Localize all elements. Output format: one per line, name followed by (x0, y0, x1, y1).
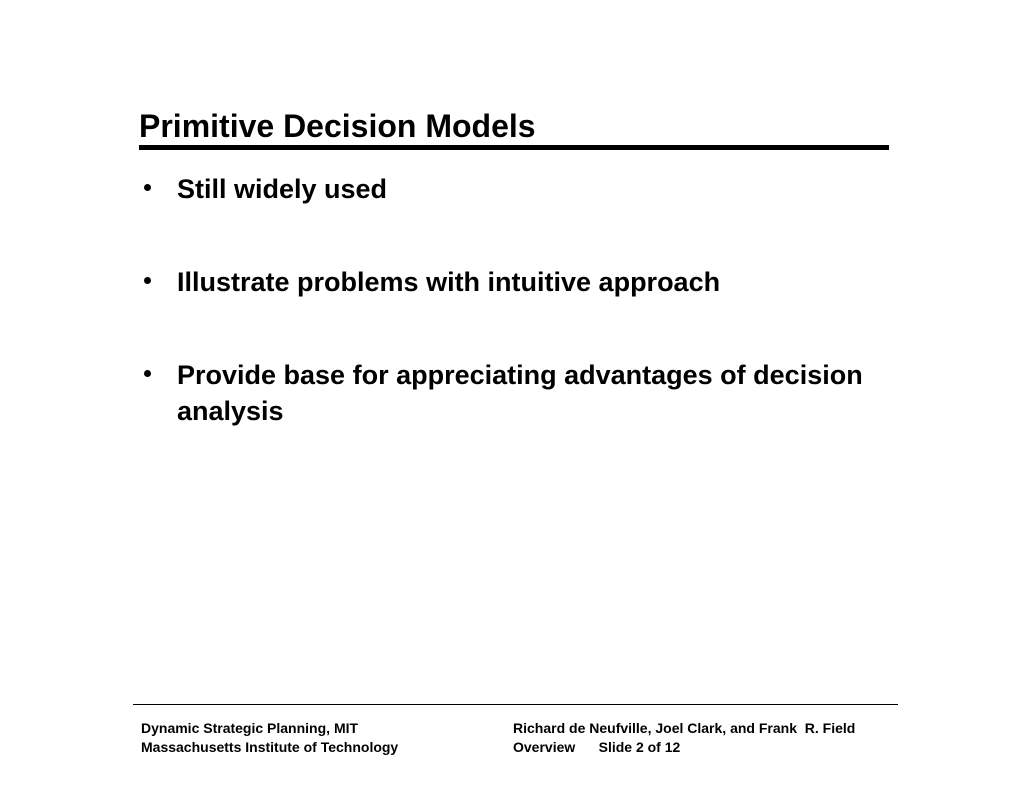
footer-authors: Richard de Neufville, Joel Clark, and Frank R. Field (513, 720, 856, 736)
bullet-dot-icon (144, 184, 151, 191)
bullet-text: Provide base for appreciating advantages of decision analysis (177, 360, 863, 426)
footer-institution: Massachusetts Institute of Technology (141, 739, 399, 755)
bullet-dot-icon (144, 370, 151, 377)
slide-title: Primitive Decision Models (139, 108, 536, 144)
bullet-text: Illustrate problems with intuitive approach (177, 267, 721, 297)
footer-course: Dynamic Strategic Planning, MIT (141, 720, 359, 736)
bullet-text: Still widely used (177, 174, 388, 204)
bullet-dot-icon (144, 277, 151, 284)
title-underline (139, 145, 889, 150)
footer-divider (133, 704, 898, 705)
footer-slide-info: Overview Slide 2 of 12 (513, 739, 681, 755)
